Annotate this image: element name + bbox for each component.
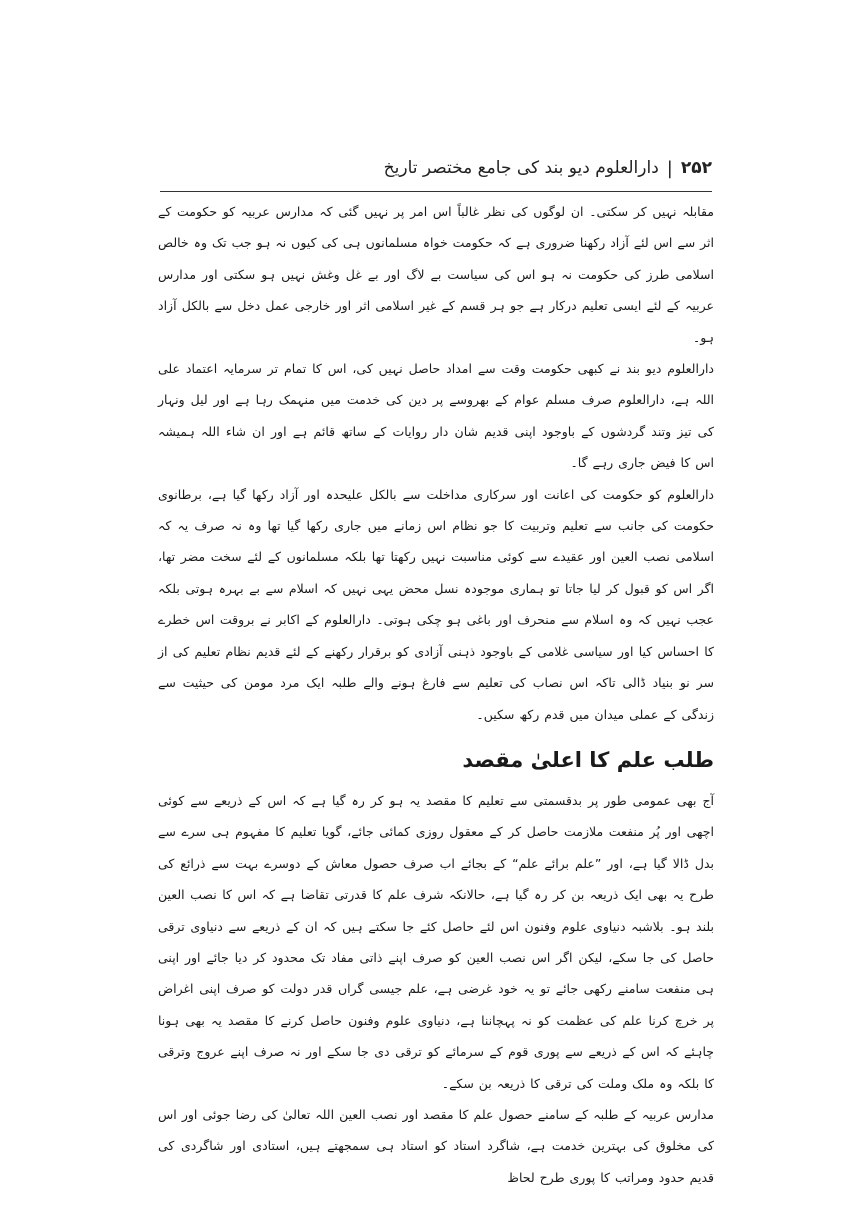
- header-separator: |: [666, 157, 673, 179]
- page-body: [158, 196, 714, 1185]
- paragraph: مدارس عربیہ کے طلبہ کے سامنے حصول علم کا مقصد اور نصب العین اللہ تعالیٰ کی رضا جوئی اور اس کی مخلوق کی بہترین خدمت ہے، شاگرد استاد کو استاد ہی سمجھتے ہیں، استادی اور شاگردی کی قدیم حدود ومراتب کا پوری طرح لحاظ: [158, 1106, 714, 1185]
- page-number: ۲۵۲: [680, 158, 712, 178]
- header-rule: [160, 191, 712, 192]
- running-header: [160, 150, 712, 186]
- paragraph: دارالعلوم دیو بند نے کبھی حکومت وقت سے امداد حاصل نہیں کی، اس کا تمام تر سرمایہ اعتماد علی اللہ ہے، دارالعلوم صرف مسلم عوام کے بھروسے پر دین کی خدمت میں منہمک رہا ہے اور لیل ونہار کی تیز وتند گردشوں کے باوجود اپنی قدیم شان دار روایات کے ساتھ قائم ہے اور ان شاء اللہ ہمیشہ اس کا فیض جاری رہے گا۔: [158, 361, 714, 471]
- paragraph: آج بھی عمومی طور پر بدقسمتی سے تعلیم کا مقصد یہ ہو کر رہ گیا ہے کہ اس کے ذریعے سے کوئی اچھی اور پُر منفعت ملازمت حاصل کر کے معقول روزی کمائی جائے، گویا تعلیم کا مفہوم ہی سرے سے بدل ڈالا گیا ہے، اور ”علم برائے علم“ کے بجائے اب صرف حصول معاش کے دوسرے بہت سے ذرائع کی طرح یہ بھی ایک ذریعہ بن کر رہ گیا ہے، حالانکہ شرف علم کا قدرتی تقاضا ہے کہ اس کا نصب العین بلند ہو۔ بلاشبہ دنیاوی علوم وفنون اس لئے حاصل کئے جا سکتے ہیں کہ ان کے ذریعے سے دنیاوی ترقی حاصل کی جا سکے، لیکن اگر اس نصب العین کو صرف اپنے ذاتی مفاد تک محدود کر دیا جائے اور اپنی ہی منفعت سامنے رکھی جائے تو یہ خود غرضی ہے، علم جیسی گراں قدر دولت کو صرف اپنی اغراض پر خرچ کرنا علم کی عظمت کو نہ پہچاننا ہے، دنیاوی علوم وفنون حاصل کرنے کا مقصد یہ بھی ہونا چاہئے کہ اس کے ذریعے سے پوری قوم کے سرمائے کو ترقی دی جا سکے اور نہ صرف اپنے عروج وترقی کا بلکہ وہ ملک وملت کی ترقی کا ذریعہ بن سکے۔: [158, 792, 714, 1091]
- paragraph: دارالعلوم کو حکومت کی اعانت اور سرکاری مداخلت سے بالکل علیحدہ اور آزاد رکھا گیا ہے، برطانوی حکومت کی جانب سے تعلیم وتربیت کا جو نظام اس زمانے میں جاری رکھا گیا تھا وہ نہ صرف یہ کہ اسلامی نصب العین اور عقیدے سے کوئی مناسبت نہیں رکھتا تھا بلکہ مسلمانوں کے لئے سخت مضر تھا، اگر اس کو قبول کر لیا جاتا تو ہماری موجودہ نسل محض یہی نہیں کہ اسلام سے بے بہرہ ہوتی بلکہ عجب نہیں کہ وہ اسلام سے منحرف اور باغی ہو چکی ہوتی۔ دارالعلوم کے اکابر نے بروقت اس خطرے کا احساس کیا اور سیاسی غلامی کے باوجود ذہنی آزادی کو برقرار رکھنے کے لئے قدیم نظام تعلیم کی از سر نو بنیاد ڈالی تاکہ اس نصاب کی تعلیم سے فارغ ہونے والے طلبہ ایک مرد مومن کی حیثیت سے زندگی کے عملی میدان میں قدم رکھ سکیں۔: [158, 486, 714, 722]
- section-heading: طلب علم کا اعلیٰ مقصد: [462, 747, 714, 772]
- paragraph: مقابلہ نہیں کر سکتی۔ ان لوگوں کی نظر غالباً اس امر پر نہیں گئی کہ مدارس عربیہ کو حکومت کے اثر سے اس لئے آزاد رکھنا ضروری ہے کہ حکومت خواہ مسلمانوں ہی کی کیوں نہ ہو جب تک وہ خالص اسلامی طرز کی حکومت نہ ہو اس کی سیاست بے لاگ اور بے غل وغش نہیں ہو سکتی اور مدارس عربیہ کے لئے ایسی تعلیم درکار ہے جو ہر قسم کے غیر اسلامی اثر اور خارجی عمل دخل سے بالکل آزاد ہو۔: [158, 204, 714, 345]
- book-title: دارالعلوم دیو بند کی جامع مختصر تاریخ: [383, 158, 659, 178]
